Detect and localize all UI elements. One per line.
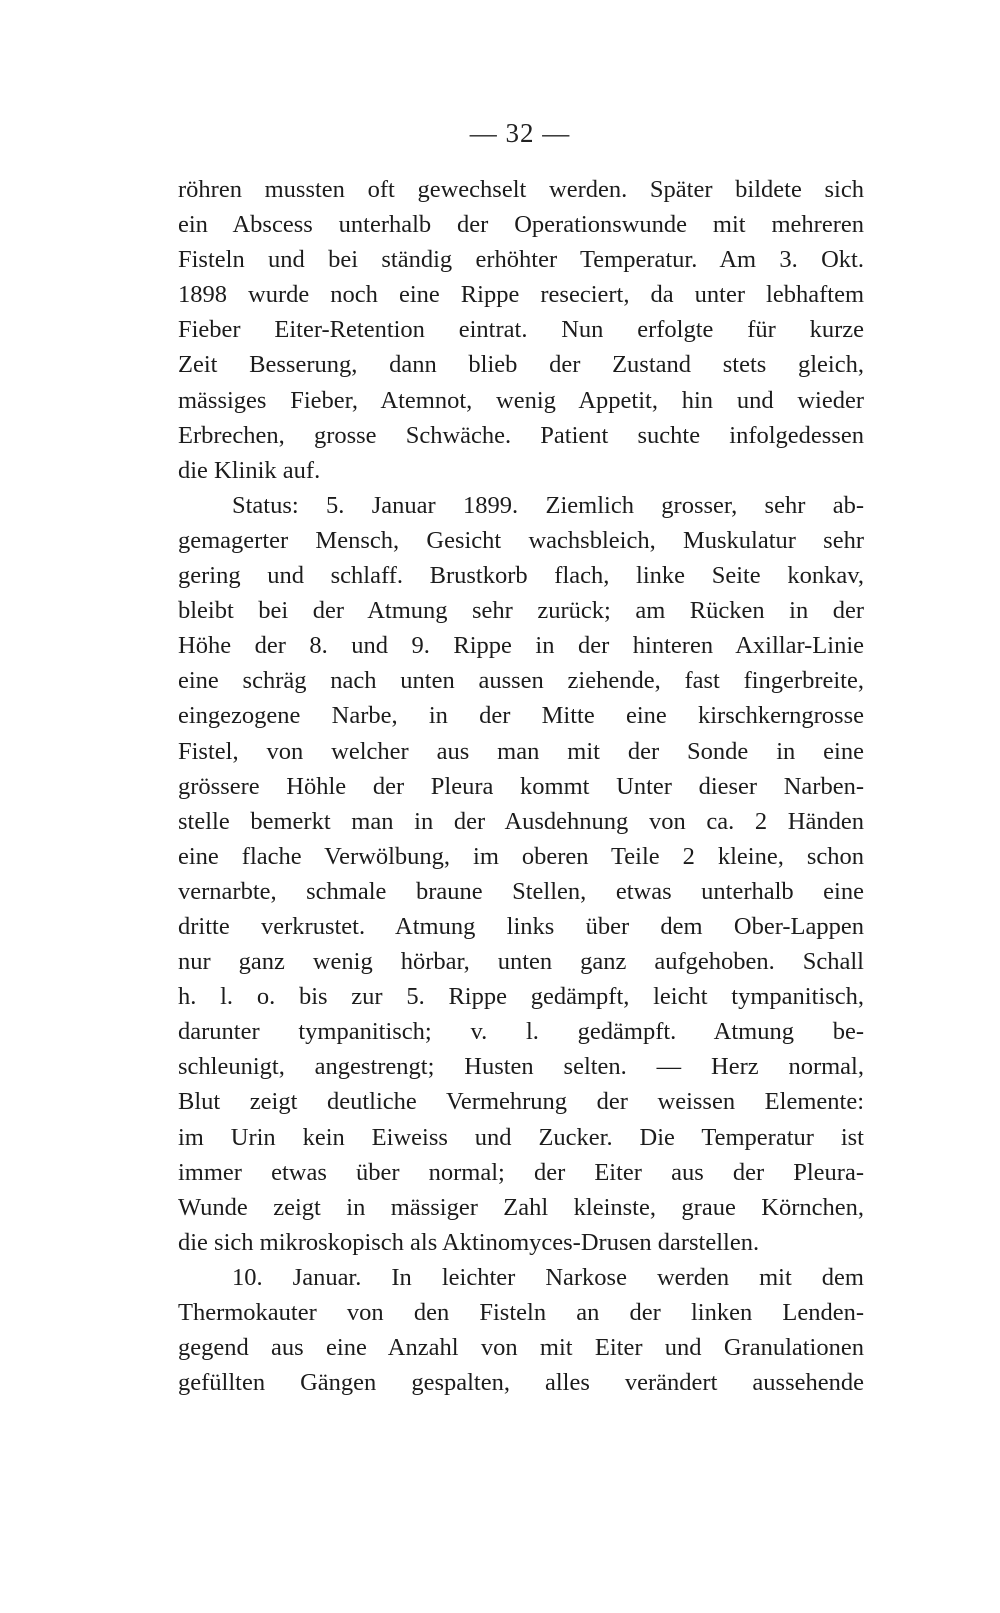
text-line: Höhe der 8. und 9. Rippe in der hinteren Axillar-Linie [178,632,864,660]
text-line: gering und schlaff. Brustkorb flach, linke Seite konkav, [178,562,864,590]
text-line: im Urin kein Eiweiss und Zucker. Die Temperatur ist [178,1123,864,1151]
text-line: die Klinik auf. [178,456,321,484]
text-line: Blut zeigt deutliche Vermehrung der weissen Elemente: [178,1088,864,1116]
text-line: Erbrechen, grosse Schwäche. Patient suchte infolgedessen [178,421,864,449]
text-line: Fistel, von welcher aus man mit der Sonde in eine [178,737,864,765]
text-line: dritte verkrustet. Atmung links über dem Ober-Lappen [178,912,864,940]
text-line: stelle bemerkt man in der Ausdehnung von ca. 2 Händen [178,807,864,835]
text-line: vernarbte, schmale braune Stellen, etwas unterhalb eine [178,877,864,905]
text-line: grössere Höhle der Pleura kommt Unter dieser Narben- [178,772,864,800]
text-line: mässiges Fieber, Atemnot, wenig Appetit, hin und wieder [178,386,864,414]
text-line: nur ganz wenig hörbar, unten ganz aufgehoben. Schall [178,948,864,976]
text-line: röhren mussten oft gewechselt werden. Später bildete sich [178,176,864,203]
text-line: Status: 5. Januar 1899. Ziemlich grosser, sehr ab- [232,491,864,519]
text-line: 10. Januar. In leichter Narkose werden mit dem [232,1263,864,1291]
text-line: darunter tympanitisch; v. l. gedämpft. Atmung be- [178,1018,864,1046]
body-text [178,172,864,1400]
text-line: h. l. o. bis zur 5. Rippe gedämpft, leicht tympanitisch, [178,983,864,1011]
text-line: Wunde zeigt in mässiger Zahl kleinste, graue Körnchen, [178,1193,864,1221]
text-line: Fieber Eiter-Retention eintrat. Nun erfolgte für kurze [178,316,864,344]
text-line: Zeit Besserung, dann blieb der Zustand stets gleich, [178,351,864,379]
text-line: eine flache Verwölbung, im oberen Teile 2 kleine, schon [178,842,864,870]
text-line: die sich mikroskopisch als Aktinomyces-Drusen darstellen. [178,1228,760,1256]
text-line: ein Abscess unterhalb der Operationswunde mit mehreren [178,211,864,239]
text-line: 1898 wurde noch eine Rippe reseciert, da unter lebhaftem [178,281,864,309]
text-line: Thermokauter von den Fisteln an der linken Lenden- [178,1299,864,1326]
text-line: gemagerter Mensch, Gesicht wachsbleich, Muskulatur sehr [178,526,864,554]
text-line: Fisteln und bei ständig erhöhter Temperatur. Am 3. Okt. [178,246,864,274]
page-number: — 32 — [469,118,571,148]
text-line: schleunigt, angestrengt; Husten selten. — Herz normal, [178,1053,864,1081]
text-line: bleibt bei der Atmung sehr zurück; am Rücken in der [178,597,864,625]
text-line: gegend aus eine Anzahl von mit Eiter und Granulationen [178,1334,864,1362]
text-line: eine schräg nach unten aussen ziehende, fast fingerbreite, [178,667,864,695]
text-line: eingezogene Narbe, in der Mitte eine kirschkerngrosse [178,702,864,730]
text-line: immer etwas über normal; der Eiter aus der Pleura- [178,1158,864,1186]
text-line: gefüllten Gängen gespalten, alles verändert aussehende [178,1369,864,1397]
